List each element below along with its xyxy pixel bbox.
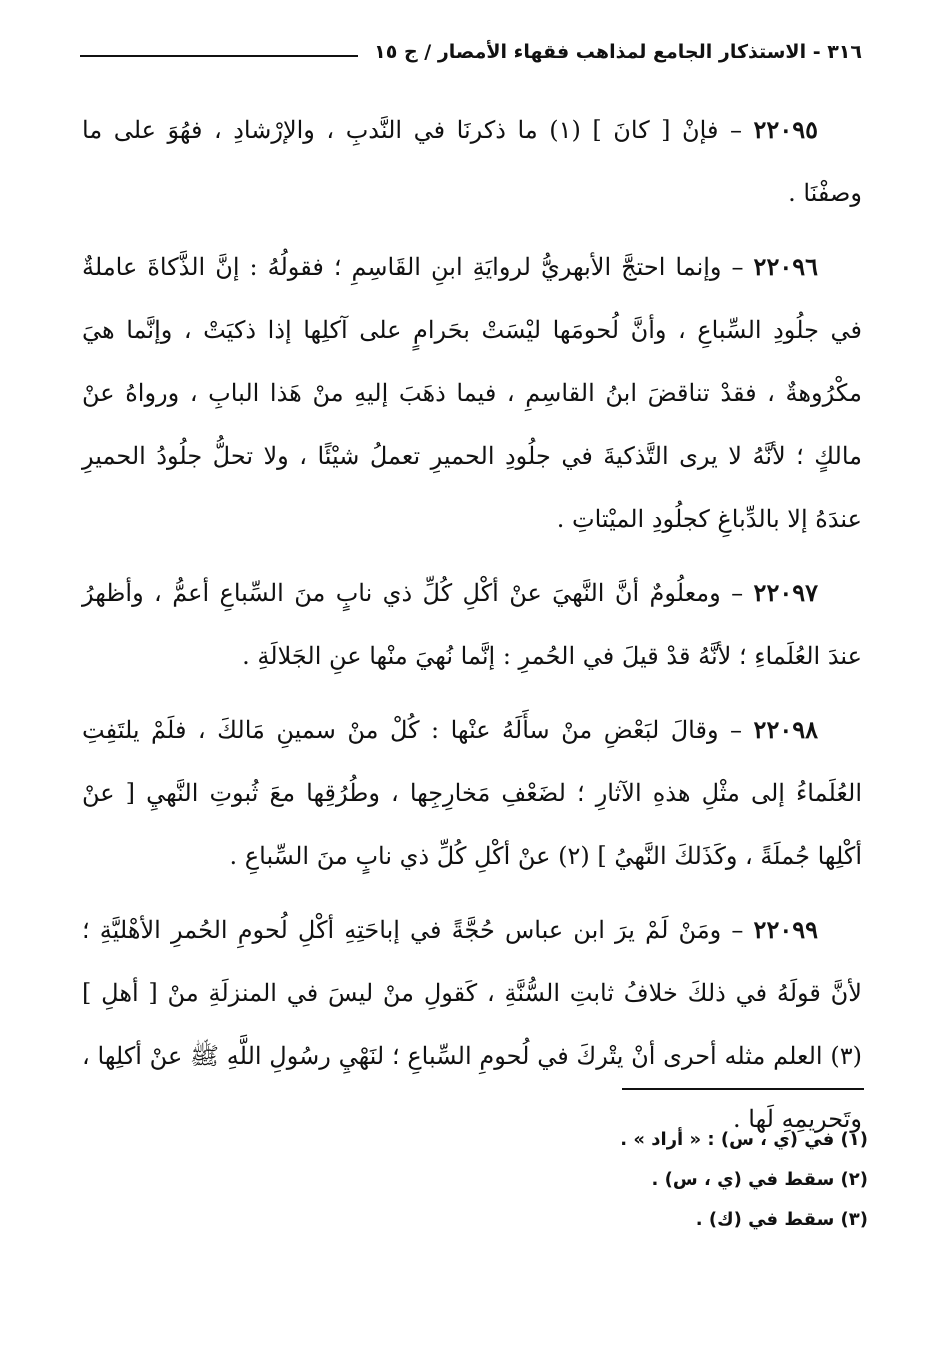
paragraph-text: – فإنْ [ كانَ ] (١) ما ذكرنَا في النَّدبِ ، والإرْشادِ ، فهُوَ على ما وصفْنَا . xyxy=(82,116,862,207)
paragraph-number: ٢٢٠٩٧ xyxy=(753,578,818,607)
paragraph-number: ٢٢٠٩٥ xyxy=(753,115,818,144)
page-header xyxy=(80,30,862,74)
paragraph xyxy=(82,698,862,888)
paragraph-number: ٢٢٠٩٩ xyxy=(753,915,818,944)
footnote-separator xyxy=(622,1088,864,1090)
footnote-2: (٢) سقط في (ي ، س) . xyxy=(651,1169,868,1190)
paragraph xyxy=(82,561,862,688)
footnote-1: (١) في (ي ، س) : « أراد » . xyxy=(620,1129,868,1150)
paragraph-text: – ومعلُومٌ أنَّ النَّهيَ عنْ أكْلِ كُلِّ ذي نابٍ منَ السِّباعِ أعمُّ ، وأظهرُ عندَ العُلَماءِ ؛ لأنَّهُ قدْ قيلَ في الحُمرِ : إنَّما نُهيَ منْها عنِ الجَلالَةِ . xyxy=(82,579,862,670)
paragraph-text: – وقالَ لبَعْضِ منْ سأَلَهُ عنْها : كُلْ منْ سمينِ مَالكَ ، فلَمْ يلتَفِتِ العُلَماءُ إلى مثْلِ هذهِ الآثارِ ؛ لضَعْفِ مَخارِجِها ، وطُرُقِها معَ ثُبوتِ النَّهيِ [ عنْ أكْلِها جُملَةً ، وكَذَلكَ النَّهيُ ] (٢) عنْ أكْلِ كُلِّ ذي نابٍ منَ السِّباعِ . xyxy=(82,716,862,870)
paragraph-number: ٢٢٠٩٨ xyxy=(753,715,818,744)
header-rule xyxy=(80,55,358,57)
paragraph-text: – وإنما احتجَّ الأبهريُّ لروايَةِ ابنِ القَاسِمِ ؛ فقولُهُ : إنَّ الذَّكاةَ عاملةٌ في جلُودِ السِّباعِ ، وأنَّ لُحومَها ليْسَتْ بحَرامٍ على آكلِها إذا ذكيَتْ ، وإنَّما هيَ مكْرُوهةٌ ، فقدْ تناقضَ ابنُ القاسِمِ ، فيما ذهَبَ إليهِ منْ هَذا البابِ ، ورواهُ عنْ مالكٍ ؛ لأنَّهُ لا يرى التَّذكيةَ في جلُودِ الحميرِ تعملُ شيْئًا ، ولا تحلُّ جلُودُ الحميرِ عندَهُ إلا بالدِّباغِ كجلُودِ الميْتاتِ . xyxy=(82,253,863,533)
footnote-3: (٣) سقط في (ك) . xyxy=(695,1209,868,1230)
main-text xyxy=(82,98,862,1161)
paragraph xyxy=(82,98,862,225)
paragraph-number: ٢٢٠٩٦ xyxy=(753,252,818,281)
running-header-title: ٣١٦ - الاستذكار الجامع لمذاهب فقهاء الأمصار / ج ١٥ xyxy=(374,41,862,63)
paragraph-text: – ومَنْ لَمْ يرَ ابن عباس حُجَّةً في إباحَتِهِ أكْلِ لُحومِ الحُمرِ الأهْليَّةِ ؛ لأنَّ قولَهُ في ذلكَ خلافُ ثابتِ السُّنَّةِ ، كَقولِ منْ ليسَ في المنزلَةِ منْ [ أهلِ ] (٣) العلم مثله أحرى أنْ يتْركَ في لُحومِ السِّباعِ ؛ لنَهْيِ رسُولِ اللَّهِ ﷺ عنْ أكلِها ، وتَحريمِهِ لَها . xyxy=(82,916,862,1133)
paragraph xyxy=(82,235,862,551)
paragraph xyxy=(82,898,862,1151)
footnotes xyxy=(400,1120,868,1240)
